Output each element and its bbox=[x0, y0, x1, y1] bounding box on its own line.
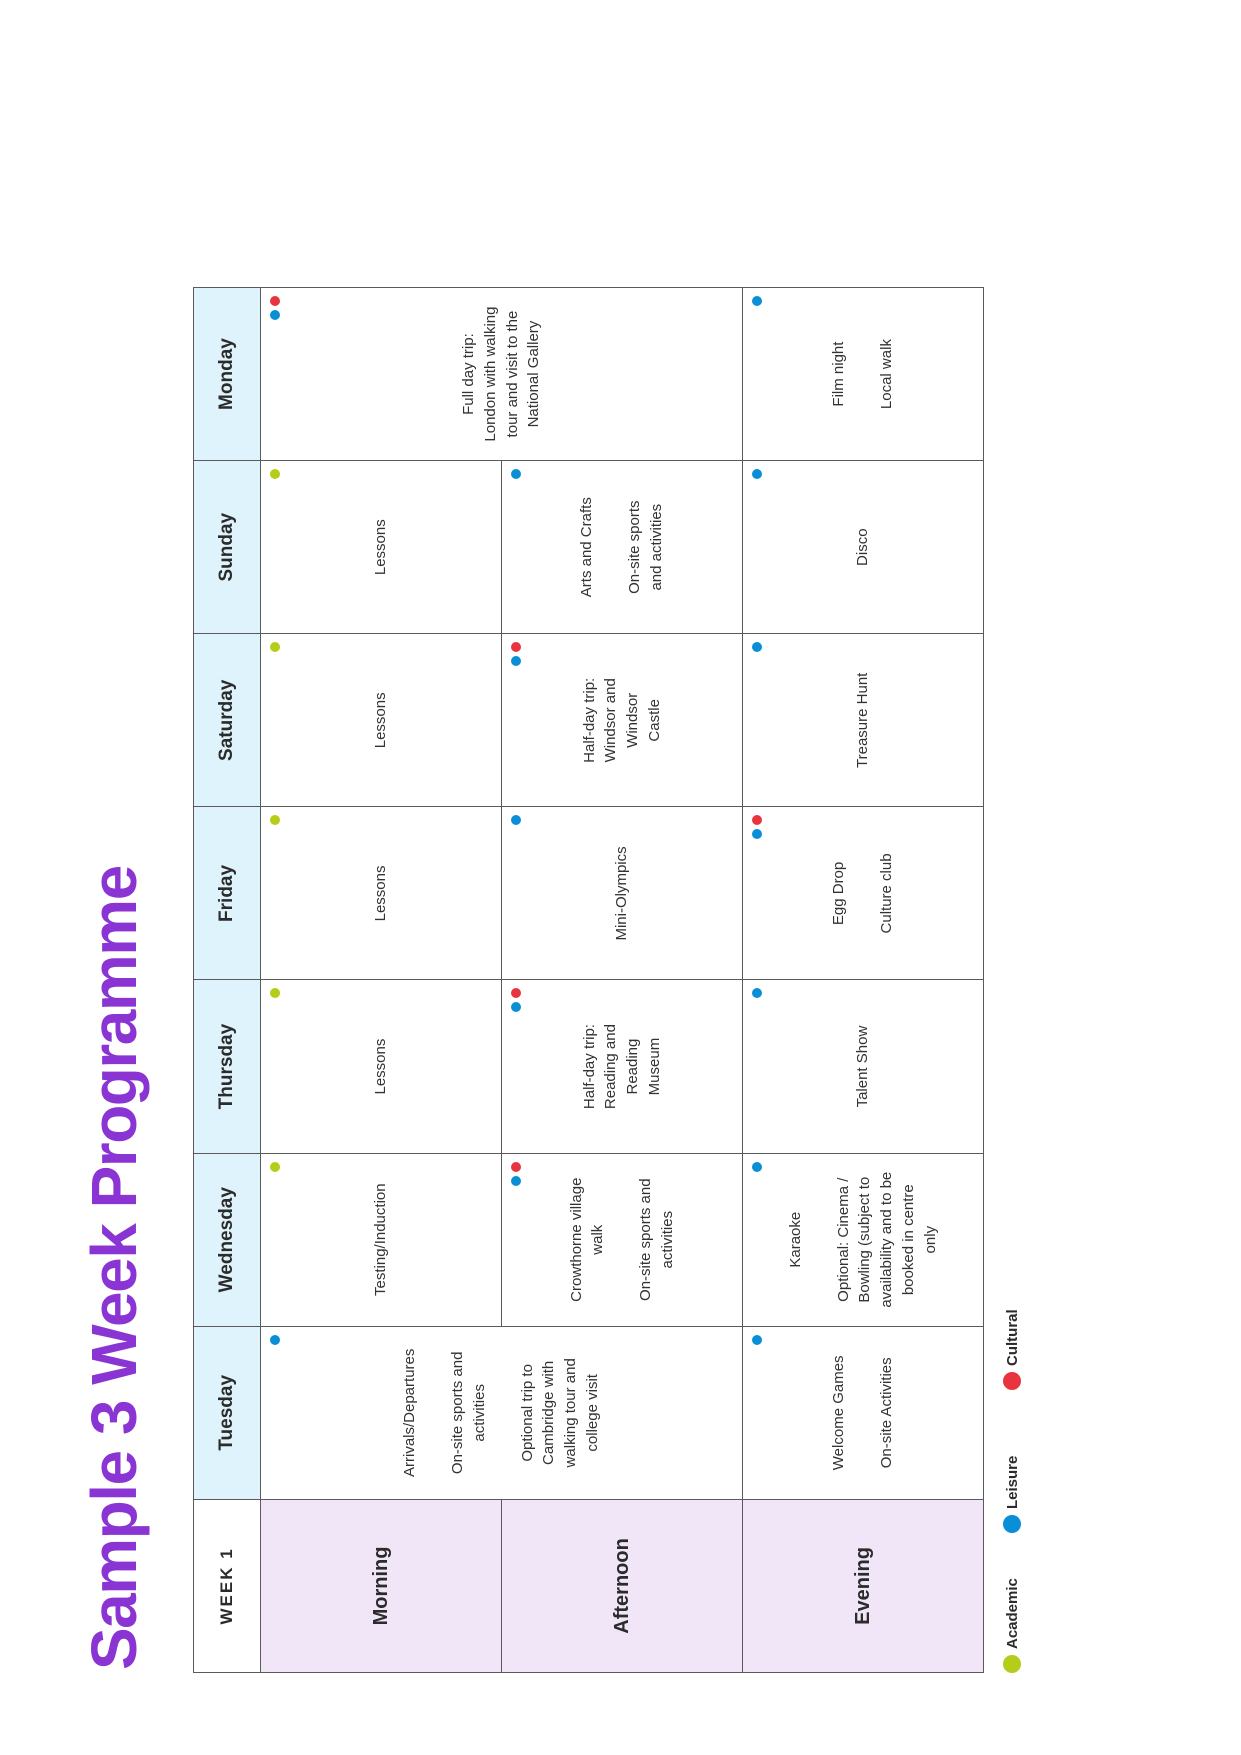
leisure-dot-icon bbox=[511, 815, 521, 825]
leisure-dot-icon bbox=[752, 829, 762, 839]
leisure-dot-icon bbox=[752, 989, 762, 999]
academic-dot-icon bbox=[270, 815, 280, 825]
leisure-dot-icon bbox=[511, 1003, 521, 1013]
leisure-dot-icon bbox=[270, 310, 280, 320]
category-dots bbox=[270, 1162, 280, 1172]
cultural-dot-icon bbox=[511, 642, 521, 652]
activity-cell bbox=[261, 461, 502, 634]
activity-text: Mini-Olympics bbox=[613, 846, 631, 941]
legend-label: Leisure bbox=[1003, 1455, 1021, 1509]
period-label: Evening bbox=[743, 1499, 984, 1672]
category-dots bbox=[511, 642, 521, 666]
activity-text: Half-day trip: Windsor and Windsor Castle bbox=[580, 677, 663, 763]
activity-cell bbox=[261, 1153, 502, 1326]
activity-text: Lessons bbox=[372, 519, 390, 576]
leisure-dot-icon bbox=[752, 469, 762, 479]
category-dots bbox=[511, 989, 521, 1013]
activity-cell bbox=[743, 634, 984, 807]
activity-text: Karaoke bbox=[786, 1211, 804, 1268]
activity-cell bbox=[743, 461, 984, 634]
legend-item-cultural bbox=[1003, 1309, 1021, 1390]
day-header: Monday bbox=[194, 288, 261, 461]
academic-dot-icon bbox=[270, 642, 280, 652]
activity-text: On-site Activities bbox=[878, 1357, 895, 1469]
legend-item-academic bbox=[1003, 1533, 1021, 1673]
activity-cell bbox=[502, 634, 743, 807]
activity-cell bbox=[261, 807, 502, 980]
week-label: WEEK 1 bbox=[194, 1499, 261, 1672]
category-dots bbox=[752, 469, 762, 479]
academic-dot-icon bbox=[1003, 1655, 1021, 1673]
activity-cell bbox=[743, 1326, 984, 1499]
activity-cell bbox=[502, 461, 743, 634]
legend-item-leisure bbox=[1003, 1390, 1021, 1533]
activity-text: Welcome Games bbox=[830, 1355, 848, 1471]
activity-text: Half-day trip: Reading and Reading Museum bbox=[580, 1024, 663, 1110]
activity-text: Film night bbox=[830, 341, 848, 407]
activity-text: Talent Show bbox=[854, 1025, 872, 1108]
activity-cell bbox=[743, 288, 984, 461]
day-header: Friday bbox=[194, 807, 261, 980]
activity-cell bbox=[743, 980, 984, 1153]
activity-cell bbox=[743, 1153, 984, 1326]
category-dots bbox=[752, 296, 762, 306]
leisure-dot-icon bbox=[752, 296, 762, 306]
cultural-dot-icon bbox=[270, 296, 280, 306]
category-dots bbox=[270, 296, 280, 320]
leisure-dot-icon bbox=[511, 469, 521, 479]
category-dots bbox=[752, 989, 762, 999]
programme-body bbox=[261, 288, 984, 1673]
day-header-row bbox=[194, 288, 261, 1673]
leisure-dot-icon bbox=[270, 1335, 280, 1345]
activity-cell bbox=[261, 1326, 743, 1499]
activity-cell bbox=[261, 980, 502, 1153]
leisure-dot-icon bbox=[511, 656, 521, 666]
cultural-dot-icon bbox=[1003, 1372, 1021, 1390]
cultural-dot-icon bbox=[752, 815, 762, 825]
activity-cell bbox=[743, 807, 984, 980]
category-dots bbox=[511, 469, 521, 479]
day-header: Saturday bbox=[194, 634, 261, 807]
activity-text: On-site sports and activities bbox=[637, 1178, 676, 1301]
period-label: Afternoon bbox=[502, 1499, 743, 1672]
activity-cell bbox=[502, 980, 743, 1153]
activity-text: Egg Drop bbox=[830, 861, 848, 926]
activity-text: Culture club bbox=[878, 853, 895, 934]
activity-text: Crowthorne village walk bbox=[567, 1177, 607, 1302]
academic-dot-icon bbox=[270, 469, 280, 479]
cultural-dot-icon bbox=[511, 989, 521, 999]
activity-text: Lessons bbox=[372, 865, 390, 922]
activity-text: On-site sports and activities bbox=[626, 500, 665, 594]
activity-cell bbox=[502, 807, 743, 980]
legend-label: Cultural bbox=[1003, 1309, 1021, 1366]
category-dots bbox=[270, 1335, 280, 1345]
legend-label: Academic bbox=[1003, 1578, 1021, 1649]
activity-text: Optional: Cinema / Bowling (subject to availability and to be booked in centre only bbox=[834, 1171, 939, 1308]
day-header: Wednesday bbox=[194, 1153, 261, 1326]
activity-text: Full day trip: London with walking tour and visit to the National Gallery bbox=[460, 306, 543, 442]
day-header: Tuesday bbox=[194, 1326, 261, 1499]
category-dots bbox=[270, 989, 280, 999]
activity-cell bbox=[261, 288, 743, 461]
category-dots bbox=[511, 1162, 521, 1186]
period-row-evening bbox=[743, 288, 984, 1673]
activity-text: Optional trip to Cambridge with walking tour and college visit bbox=[518, 1358, 601, 1468]
leisure-dot-icon bbox=[752, 1335, 762, 1345]
day-header: Sunday bbox=[194, 461, 261, 634]
category-dots bbox=[270, 469, 280, 479]
academic-dot-icon bbox=[270, 1162, 280, 1172]
category-dots bbox=[752, 815, 762, 839]
activity-text: On-site sports and activities bbox=[449, 1351, 488, 1475]
activity-cell bbox=[502, 1153, 743, 1326]
programme-table bbox=[193, 287, 984, 1673]
category-dots bbox=[270, 642, 280, 652]
academic-dot-icon bbox=[270, 989, 280, 999]
category-dots bbox=[270, 815, 280, 825]
activity-text: Lessons bbox=[372, 1038, 390, 1095]
leisure-dot-icon bbox=[752, 1162, 762, 1172]
category-dots bbox=[752, 642, 762, 652]
period-label: Morning bbox=[261, 1499, 502, 1672]
page-title: Sample 3 Week Programme bbox=[78, 866, 150, 1670]
activity-text: Local walk bbox=[878, 339, 895, 410]
leisure-dot-icon bbox=[752, 642, 762, 652]
category-dots bbox=[752, 1335, 762, 1345]
activity-text: Disco bbox=[854, 528, 872, 566]
category-dots bbox=[511, 815, 521, 825]
leisure-dot-icon bbox=[511, 1176, 521, 1186]
activity-cell bbox=[261, 634, 502, 807]
leisure-dot-icon bbox=[1003, 1515, 1021, 1533]
period-row-morning bbox=[261, 288, 502, 1673]
activity-text: Testing/Induction bbox=[372, 1183, 390, 1296]
cultural-dot-icon bbox=[511, 1162, 521, 1172]
activity-text: Arrivals/Departures bbox=[401, 1348, 419, 1477]
activity-text: Lessons bbox=[372, 692, 390, 749]
activity-text: Arts and Crafts bbox=[578, 497, 596, 598]
legend bbox=[1003, 1309, 1021, 1673]
activity-text: Treasure Hunt bbox=[854, 672, 872, 768]
category-dots bbox=[752, 1162, 762, 1172]
day-header: Thursday bbox=[194, 980, 261, 1153]
